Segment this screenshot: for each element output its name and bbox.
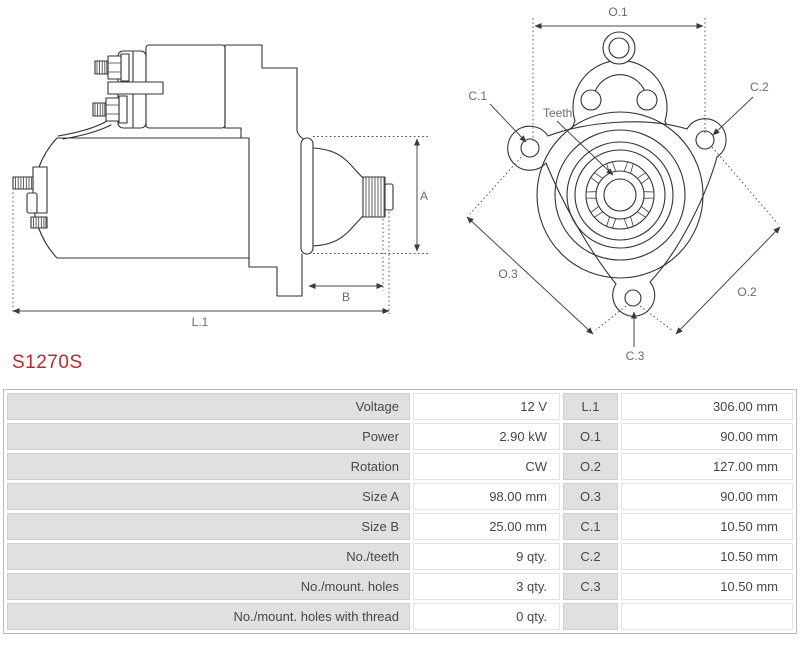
spec-label: Power bbox=[7, 423, 410, 450]
dim-label-l1: L.1 bbox=[191, 315, 209, 329]
dim-label-c2: C.2 bbox=[750, 80, 769, 94]
dim-label-a: A bbox=[419, 189, 429, 203]
spec-dim-value: 10.50 mm bbox=[621, 543, 793, 570]
spec-dim-value: 10.50 mm bbox=[621, 513, 793, 540]
spec-row bbox=[7, 543, 793, 570]
spec-dim-label: L.1 bbox=[563, 393, 618, 420]
spec-value: CW bbox=[413, 453, 560, 480]
spec-dim-label: O.3 bbox=[563, 483, 618, 510]
spec-dim-value bbox=[621, 603, 793, 630]
spec-value: 0 qty. bbox=[413, 603, 560, 630]
dim-label-c1: C.1 bbox=[468, 89, 487, 103]
spec-dim-value: 90.00 mm bbox=[621, 483, 793, 510]
spec-label: No./mount. holes with thread bbox=[7, 603, 410, 630]
spec-dim-label: C.1 bbox=[563, 513, 618, 540]
spec-label: No./mount. holes bbox=[7, 573, 410, 600]
pinion bbox=[313, 148, 393, 246]
arch-left-hole bbox=[581, 90, 601, 110]
rear-boss bbox=[27, 193, 37, 213]
spec-row bbox=[7, 483, 793, 510]
arch-top-boss bbox=[603, 32, 635, 64]
spec-dim-label: O.1 bbox=[563, 423, 618, 450]
spec-value: 2.90 kW bbox=[413, 423, 560, 450]
rear-stud bbox=[13, 177, 33, 189]
dimension-l1 bbox=[13, 184, 389, 329]
solenoid bbox=[58, 45, 241, 139]
dim-label-c3: C.3 bbox=[625, 349, 645, 363]
side-view-drawing bbox=[0, 0, 430, 345]
motor-body bbox=[13, 138, 249, 258]
spec-row bbox=[7, 603, 793, 630]
spec-value: 12 V bbox=[413, 393, 560, 420]
spec-dim-label: O.2 bbox=[563, 453, 618, 480]
spec-label: Size B bbox=[7, 513, 410, 540]
top-arch bbox=[571, 32, 669, 131]
spec-dim-value: 90.00 mm bbox=[621, 423, 793, 450]
terminal-wire bbox=[58, 121, 107, 136]
spec-dim-label: C.3 bbox=[563, 573, 618, 600]
dim-label-o3: O.3 bbox=[498, 267, 518, 281]
spec-dim-value: 127.00 mm bbox=[621, 453, 793, 480]
spec-row bbox=[7, 423, 793, 450]
spec-row bbox=[7, 393, 793, 420]
spec-label: Voltage bbox=[7, 393, 410, 420]
spec-value: 9 qty. bbox=[413, 543, 560, 570]
spec-label: Size A bbox=[7, 483, 410, 510]
dimension-c3 bbox=[626, 312, 645, 363]
front-view-drawing bbox=[430, 0, 800, 365]
spec-table bbox=[4, 390, 796, 633]
spec-value: 3 qty. bbox=[413, 573, 560, 600]
spec-dim-label bbox=[563, 603, 618, 630]
arch-right-hole bbox=[637, 90, 657, 110]
upper-terminal bbox=[95, 54, 129, 81]
spec-row bbox=[7, 453, 793, 480]
teeth-label: Teeth bbox=[543, 106, 573, 120]
terminal-block bbox=[108, 82, 163, 94]
part-number: S1270S bbox=[12, 352, 83, 373]
mounting-flange-edge bbox=[301, 138, 313, 254]
spec-dim-label: C.2 bbox=[563, 543, 618, 570]
spec-value: 98.00 mm bbox=[413, 483, 560, 510]
spec-label: No./teeth bbox=[7, 543, 410, 570]
dimension-c2 bbox=[713, 80, 769, 135]
lower-terminal bbox=[93, 96, 127, 123]
spec-row bbox=[7, 513, 793, 540]
spec-dim-value: 10.50 mm bbox=[621, 573, 793, 600]
dim-label-o2: O.2 bbox=[737, 285, 757, 299]
spec-row bbox=[7, 573, 793, 600]
spec-value: 25.00 mm bbox=[413, 513, 560, 540]
spec-dim-value: 306.00 mm bbox=[621, 393, 793, 420]
dim-label-o1: O.1 bbox=[608, 5, 628, 19]
spec-label: Rotation bbox=[7, 453, 410, 480]
dimension-o1 bbox=[533, 5, 705, 141]
pinion-end-cap bbox=[385, 184, 393, 210]
dimension-b bbox=[309, 219, 383, 304]
dim-label-b: B bbox=[341, 290, 351, 304]
